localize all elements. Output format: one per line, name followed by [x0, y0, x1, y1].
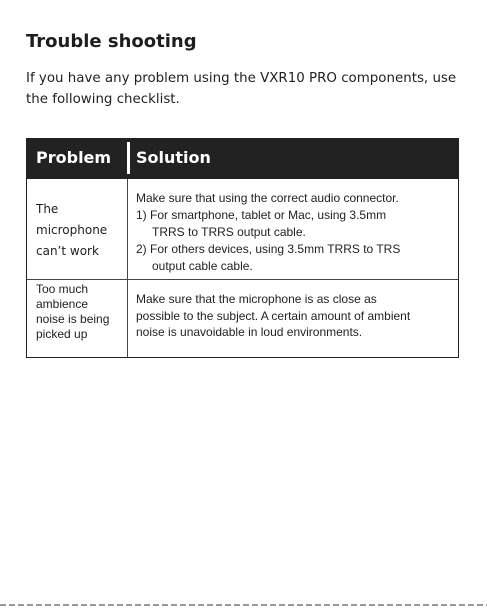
row-2-problem-line: noise is being — [36, 312, 110, 326]
troubleshooting-table — [26, 138, 459, 358]
intro-paragraph: If you have any problem using the VXR10 PRO components, use the following checklist. — [26, 71, 457, 107]
row-2-problem-line: Too much — [36, 282, 89, 296]
row-1-solution-line: 1) For smartphone, tablet or Mac, using 3.5mm — [136, 208, 387, 222]
row-2-solution-line: possible to the subject. A certain amount of ambient — [136, 308, 411, 323]
row-2-problem-line: ambience — [36, 297, 89, 311]
row-1-solution-line: Make sure that using the correct audio connector. — [136, 191, 399, 205]
row-2-problem — [36, 282, 124, 342]
row-2-problem-line: picked up — [36, 327, 88, 341]
row-1-solution-line: output cable cable. — [152, 259, 253, 273]
header-solution: Solution — [136, 148, 211, 167]
row-1-solution-line: TRRS to TRRS output cable. — [152, 225, 306, 239]
header-problem: Problem — [36, 148, 112, 167]
row-1-problem-line: can’t work — [36, 244, 99, 258]
row-1-solution — [136, 190, 456, 275]
row-2-solution-line: Make sure that the microphone is as close as — [136, 292, 377, 306]
row-2-solution-line: noise is unavoidable in loud environments. — [136, 325, 363, 339]
column-divider — [127, 179, 128, 357]
row-1-problem-line: microphone — [36, 223, 108, 237]
row-2-solution — [136, 291, 458, 341]
table-header — [27, 139, 458, 179]
row-1-solution-line: 2) For others devices, using 3.5mm TRRS to TRS — [136, 242, 401, 256]
row-1-problem — [36, 199, 121, 262]
row-divider — [27, 279, 458, 280]
page-bottom-edge — [0, 604, 487, 606]
page-title: Trouble shooting — [26, 31, 197, 52]
row-1-problem-line: The — [36, 202, 59, 216]
header-divider — [127, 142, 130, 174]
